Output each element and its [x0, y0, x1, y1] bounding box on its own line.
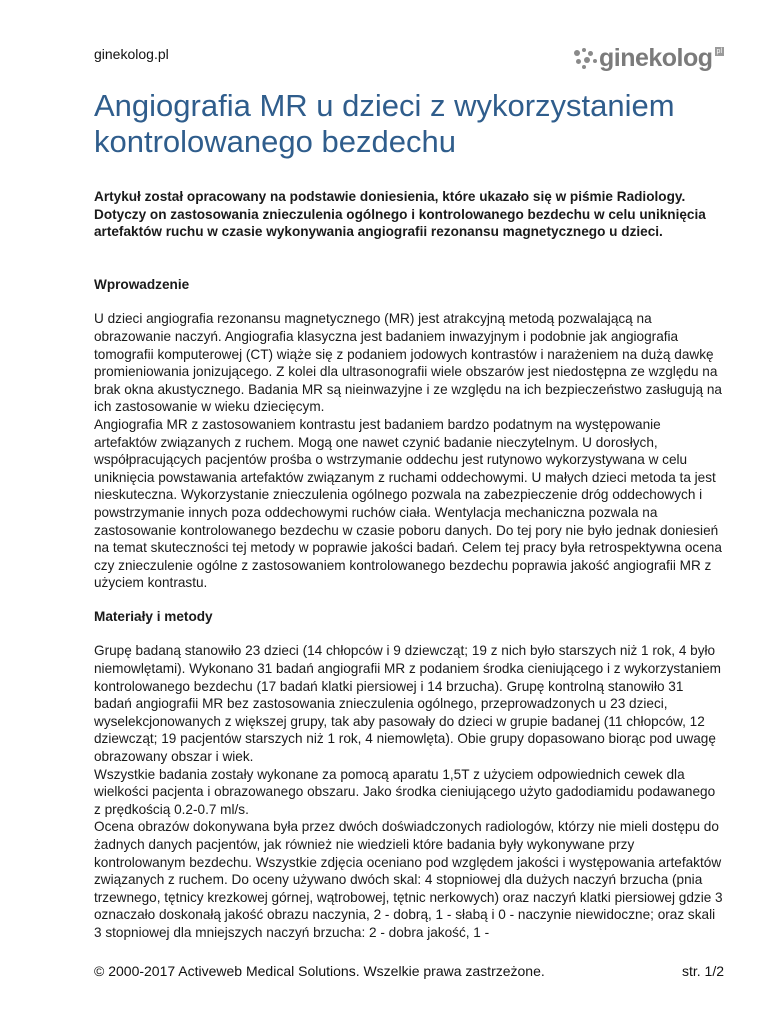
- logo-dots-icon: [572, 46, 597, 70]
- footer-copyright: © 2000-2017 Activeweb Medical Solutions. Wszelkie prawa zastrzeżone.: [94, 963, 545, 979]
- logo-badge: pl: [716, 48, 722, 55]
- article-title: Angiografia MR u dzieci z wykorzystaniem kontrolowanego bezdechu: [94, 88, 675, 159]
- paragraph: U dzieci angiografia rezonansu magnetycznego (MR) jest atrakcyjną metodą pozwalającą na obrazowanie naczyń. Angiografia klasyczna jest badaniem inwazyjnym i podobnie jak angiografia tomografii komputerowej (CT) wiąże się z podaniem jodowych kontrastów i narażeniem na dużą dawkę promieniowania jonizującego. Z kolei dla ultrasonografii wiele obszarów jest niedostępna ze względu na brak okna akustycznego. Badania MR są nieinwazyjne i ze względu na ich bezpieczeństwo zasługują na ich zastosowanie w wieku dziecięcym.: [94, 311, 722, 415]
- paragraph: Ocena obrazów dokonywana była przez dwóch doświadczonych radiologów, którzy nie mieli dostępu do żadnych danych pacjentów, jak również nie wiedzieli które badania były wykonywane przy kontrolowanym bezdechu. Wszystkie zdjęcia oceniano pod względem jakości i występowania artefaktów związanych z ruchem. Do oceny używano dwóch skal: 4 stopniowej dla dużych naczyń brzucha (pnia trzewnego, tętnicy krezkowej górnej, wątrobowej, tętnic nerkowych) oraz naczyń klatki piersiowej gdzie 3 oznaczało doskonałą jakość obrazu naczynia, 2 - dobrą, 1 - słabą i 0 - naczynie niewidoczne; oraz skali 3 stopniowej dla mniejszych naczyń brzucha: 2 - dobra jakość, 1 -: [94, 819, 723, 940]
- logo-text: ginekolog: [598, 44, 713, 72]
- page-number: str. 1/2: [681, 963, 724, 979]
- paragraph: Angiografia MR z zastosowaniem kontrastu jest badaniem bardzo podatnym na występowanie artefaktów związanych z ruchem. Mogą one nawet czynić badanie nieczytelnym. U dorosłych, współpracujących pacjentów prośba o wstrzymanie oddechu jest rutynowo wykorzystywana w celu uniknięcia powstawania artefaktów związanym z ruchami oddechowymi. U małych dzieci metoda ta jest nieskuteczna. Wykorzystanie znieczulenia ogólnego pozwala na zabezpieczenie dróg oddechowych i powstrzymanie innych poza oddechowymi ruchów ciała. Wentylacja mechaniczna pozwala na zastosowanie kontrolowanego bezdechu w czasie poboru danych. Do tej pory nie było jednak doniesień na temat skuteczności tej metody w poprawie jakości badań. Celem tej pracy była retrospektywna ocena czy znieczulenie ogólne z zastosowaniem kontrolowanego bezdechu poprawia jakość angiografii MR z użyciem kontrastu.: [94, 416, 722, 591]
- site-name: ginekolog.pl: [94, 46, 169, 62]
- paragraph: Wszystkie badania zostały wykonane za pomocą aparatu 1,5T z użyciem odpowiednich cewek dla wielkości pacjenta i obrazowanego obszaru. Jako środka cieniującego użyto gadodiamidu podawanego z prędkością 0.2-0.7 ml/s.: [94, 766, 716, 817]
- section-heading: Materiały i metody: [94, 608, 213, 624]
- article-lead: Artykuł został opracowany na podstawie doniesienia, które ukazało się w piśmie Radiology. Dotyczy on zastosowania znieczulenia ogólnego i kontrolowanego bezdechu w celu uniknięcia artefaktów ruchu w czasie wykonywania angiografii rezonansu magnetycznego u dzieci.: [94, 189, 706, 240]
- ginekolog-logo: [572, 44, 724, 72]
- section-heading: Wprowadzenie: [94, 276, 190, 292]
- paragraph: Grupę badaną stanowiło 23 dzieci (14 chłopców i 9 dziewcząt; 19 z nich było starszych niż 1 rok, 4 było niemowlętami). Wykonano 31 badań angiografii MR z podaniem środka cieniującego i z wykorzystaniem kontrolowanego bezdechu (17 badań klatki piersiowej i 14 brzucha). Grupę kontrolną stanowiło 31 badań angiografii MR bez zastosowania znieczulenia ogólnego, przeprowadzonych u 23 dzieci, wyselekcjonowanych z większej grupy, tak aby pasowały do dzieci w grupie badanej (11 chłopców, 12 dziewcząt; 19 pacjentów starszych niż 1 rok, 4 niemowlęta). Obie grupy dopasowano biorąc pod uwagę obrazowany obszar i wiek.: [94, 643, 722, 765]
- article-body: [94, 188, 724, 942]
